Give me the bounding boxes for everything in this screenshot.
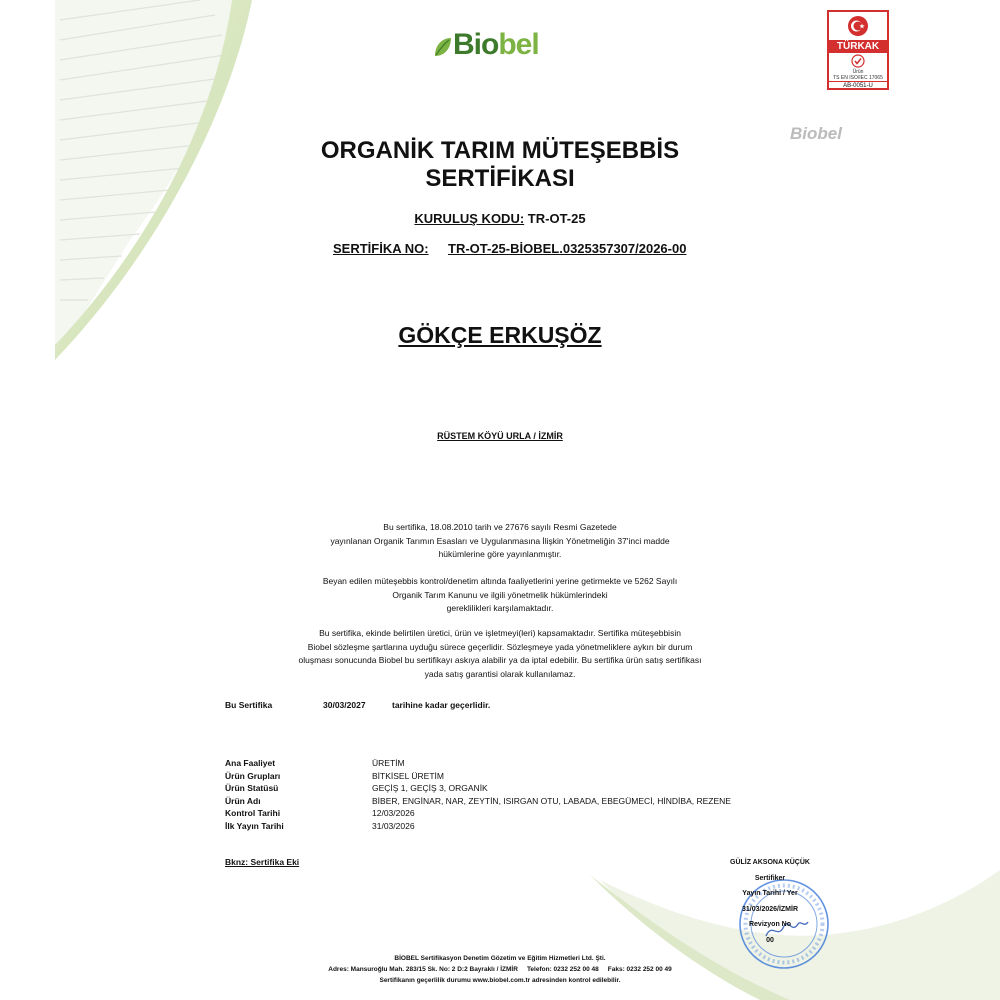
certificate-number-value: TR-OT-25-BİOBEL.0325357307/2026-00	[448, 241, 687, 256]
issue-date-value: 31/03/2026/İZMİR	[741, 905, 799, 913]
footer-phone: Telefon: 0232 252 00 48	[526, 966, 599, 973]
paragraph-1	[230, 521, 770, 562]
logo-text-part2: bel	[498, 28, 539, 61]
holder-address: RÜSTEM KÖYÜ URLA / İZMİR	[437, 431, 563, 441]
certificate-number-label: SERTİFİKA NO:	[333, 241, 429, 256]
revision-label: Revizyon No	[748, 921, 791, 928]
paragraph-3	[230, 627, 770, 681]
detail-value: 31/03/2026	[372, 820, 415, 831]
footer-contact	[0, 964, 1000, 975]
certificate-title	[0, 137, 1000, 193]
issue-date-label: Yayın Tarihi / Yer	[742, 890, 798, 897]
turkak-code: AB-0051-U	[829, 81, 887, 90]
validity-label: Bu Sertifika	[225, 700, 273, 710]
footer	[0, 953, 1000, 986]
detail-value: 12/03/2026	[372, 808, 415, 819]
detail-label: İlk Yayın Tarihi	[225, 820, 284, 831]
biobel-logo	[433, 28, 543, 68]
paragraph-line: Bu sertifika, ekinde belirtilen üretici, ürün ve işletmeyi(leri) kapsamaktadır. Sertifika müteşebbisin	[319, 628, 681, 638]
turkak-name: TÜRKAK	[829, 40, 887, 53]
organization-code-label: KURULUŞ KODU:	[414, 211, 525, 226]
paragraph-line: gereklilikleri karşılamaktadır.	[446, 603, 554, 613]
paragraph-line: Beyan edilen müteşebbis kontrol/denetim altında faaliyetlerini yerine getirmekte ve 5262 Sayılı	[322, 576, 678, 586]
paragraph-line: Organik Tarım Kanunu ve ilgili yönetmelik hükümlerindeki	[392, 589, 608, 600]
turkak-scheme: Ürün TS EN ISO/IEC 17065	[833, 69, 883, 81]
turkak-accreditation-badge	[827, 10, 889, 90]
detail-label: Ana Faaliyet	[225, 758, 276, 768]
detail-label: Kontrol Tarihi	[225, 808, 281, 819]
crescent-star-icon	[847, 15, 869, 37]
paragraph-line: Bu sertifika, 18.08.2010 tarih ve 27676 sayılı Resmi Gazetede	[383, 522, 617, 532]
checkmark-circle-icon	[851, 54, 865, 68]
paragraph-line: oluşması sonucunda Biobel bu sertifikayı askıya alabilir ya da iptal edebilir. Bu sertifika ürün satış sertifikası	[298, 655, 702, 665]
detail-label: Ürün Adı	[225, 795, 261, 806]
detail-value: GEÇİŞ 1, GEÇİŞ 3, ORGANİK	[372, 783, 488, 794]
detail-value: BİTKİSEL ÜRETİM	[372, 770, 444, 781]
validity-suffix: tarihine kadar geçerlidir.	[392, 700, 491, 710]
organization-code	[0, 211, 1000, 226]
detail-label: Ürün Grupları	[225, 770, 281, 781]
paragraph-line: hükümlerine göre yayınlanmıştır.	[438, 549, 562, 559]
paragraph-line: yada satış garantisi olarak kullanılamaz.	[424, 668, 576, 679]
footer-address: Adres: Mansuroğlu Mah. 283/15 Sk. No: 2 D:2 Bayraklı / İZMİR	[328, 966, 518, 973]
detail-label: Ürün Statüsü	[225, 783, 279, 794]
paragraph-line: Biobel sözleşme şartlarına uyduğu sürece geçerlidir. Sözleşmeye yada yönetmeliklere aykırı bir durum	[307, 641, 693, 652]
logo-text-part1: Bio	[453, 28, 499, 61]
title-line-2: SERTİFİKASI	[425, 165, 575, 192]
watermark-logo: Biobel	[790, 124, 842, 143]
paragraph-line: yayınlanan Organik Tarımın Esasları ve Uygulanmasına İlişkin Yönetmeliğin 37'inci madde	[330, 535, 670, 546]
footer-company: BİOBEL Sertifikasyon Denetim Gözetim ve Eğitim Hizmetleri Ltd. Şti.	[394, 955, 606, 962]
leaf-icon	[433, 36, 453, 58]
holder-name: GÖKÇE ERKUŞÖZ	[398, 322, 602, 348]
organization-code-value: TR-OT-25	[527, 211, 586, 226]
validity-date: 30/03/2027	[323, 700, 366, 710]
detail-value: ÜRETİM	[372, 758, 405, 768]
signature-block	[700, 855, 840, 948]
footer-verification: Sertifikanın geçerlilik durumu www.biobel.com.tr adresinden kontrol edilebilir.	[379, 977, 621, 984]
signer-name: GÜLİZ AKSONA KÜÇÜK	[730, 859, 810, 866]
detail-value: BİBER, ENGİNAR, NAR, ZEYTİN, ISIRGAN OTU, LABADA, EBEGÜMECİ, HİNDİBA, REZENE	[372, 795, 731, 806]
paragraph-2	[230, 575, 770, 616]
footer-fax: Faks: 0232 252 00 49	[607, 966, 672, 973]
title-line-1: ORGANİK TARIM MÜTEŞEBBİS	[320, 137, 680, 164]
signer-role: Sertifiker	[754, 874, 786, 882]
revision-value: 00	[766, 936, 774, 944]
annex-reference: Bknz: Sertifika Eki	[225, 857, 300, 867]
